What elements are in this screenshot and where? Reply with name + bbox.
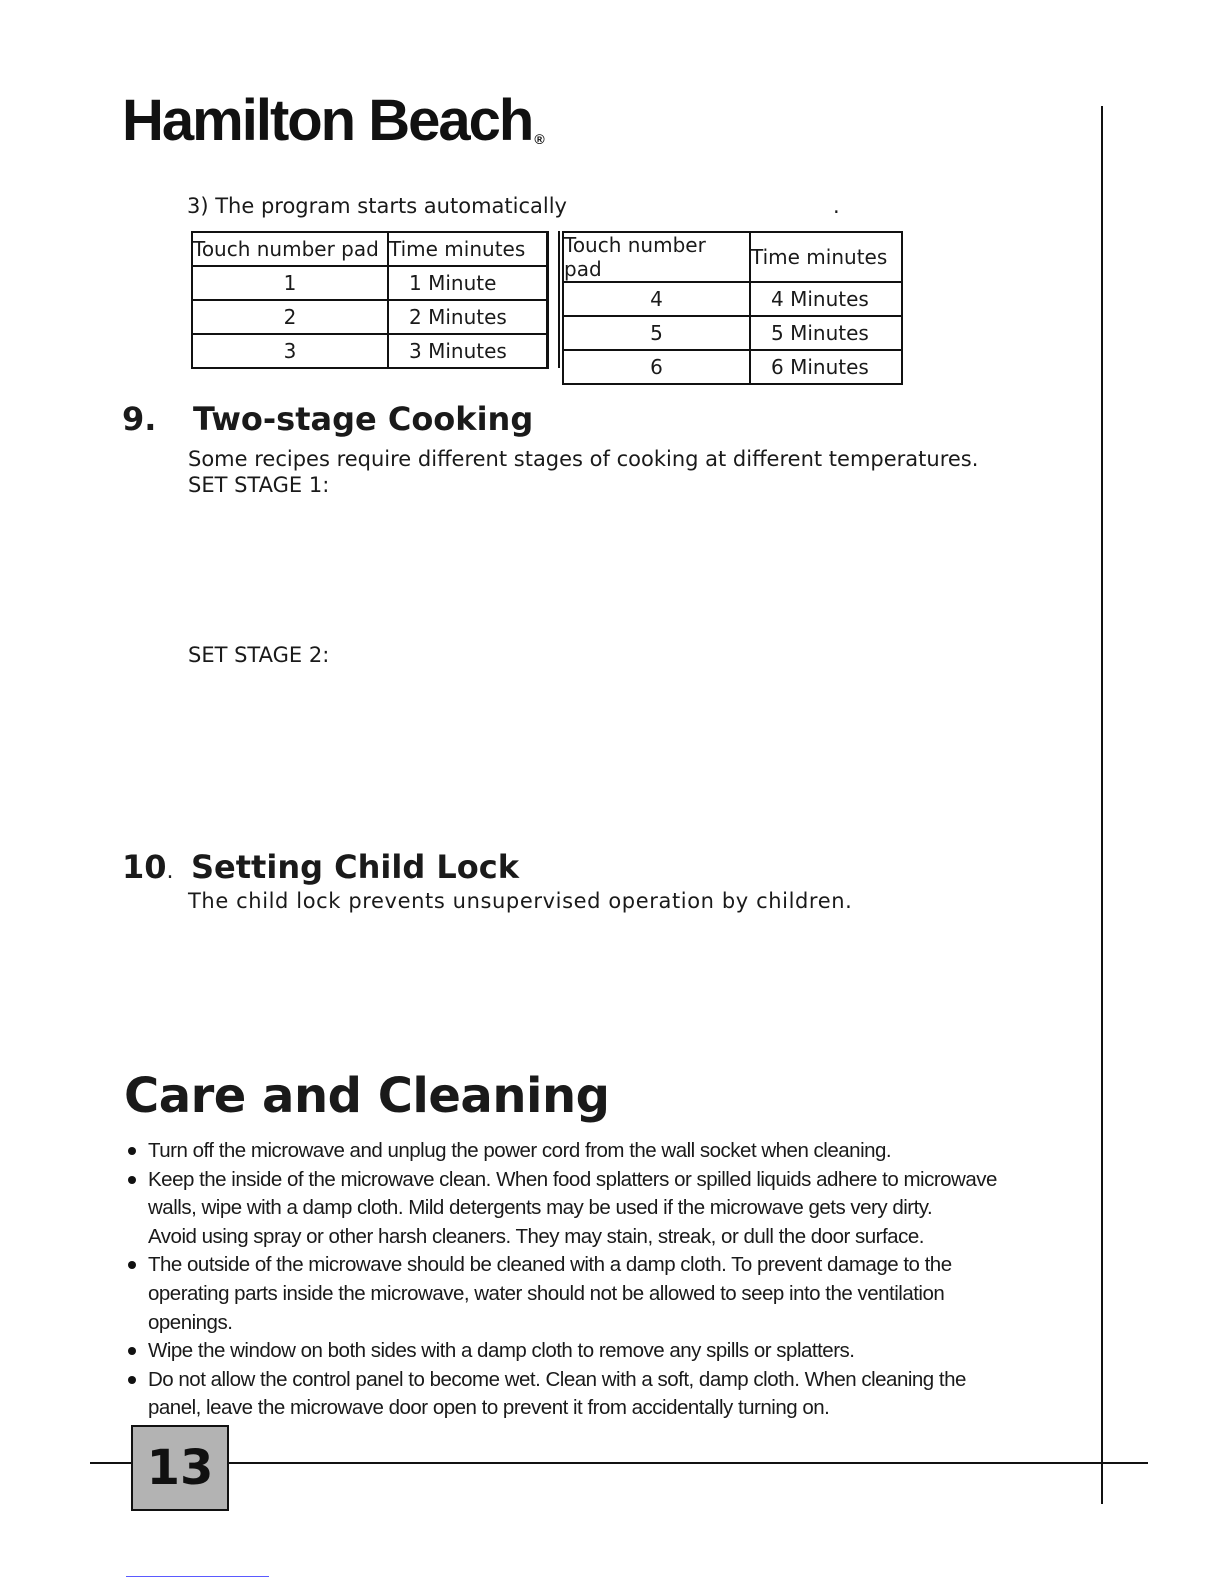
section-10-title: Setting Child Lock	[191, 848, 520, 886]
bullet-line: Turn off the microwave and unplug the power cord from the wall socket when cleaning.	[148, 1139, 892, 1162]
pad-cell: 6	[563, 350, 750, 384]
page-vertical-rule	[1101, 106, 1103, 1504]
time-cell: 4 Minutes	[750, 282, 902, 316]
care-cleaning-title: Care and Cleaning	[124, 1068, 610, 1124]
bullet-icon	[128, 1347, 136, 1355]
bullet-icon	[128, 1261, 136, 1269]
list-item	[128, 1366, 1078, 1423]
bullet-line: operating parts inside the microwave, water should not be allowed to seep into the ventilation	[148, 1281, 945, 1305]
time-cell: 6 Minutes	[750, 350, 902, 384]
table-row	[192, 300, 548, 334]
time-cell: 3 Minutes	[388, 334, 548, 368]
bullet-line: The outside of the microwave should be cleaned with a damp cloth. To prevent damage to the	[148, 1253, 952, 1277]
list-item	[128, 1337, 1078, 1366]
pad-cell: 4	[563, 282, 750, 316]
section-9-number: 9.	[122, 400, 157, 438]
section-10-number	[122, 848, 174, 886]
table-row	[192, 266, 548, 300]
table-header-time: Time minutes	[388, 232, 548, 266]
registered-mark: ®	[534, 131, 545, 147]
bullet-line: Wipe the window on both sides with a damp cloth to remove any spills or splatters.	[148, 1339, 855, 1363]
section-9-description: Some recipes require different stages of cooking at different temperatures.	[188, 447, 979, 471]
brand-name: Hamilton Beach	[122, 88, 533, 153]
table-gap-column	[546, 231, 560, 368]
footer-link-underline	[126, 1576, 269, 1577]
table-header-time: Time minutes	[750, 232, 902, 282]
program-start-dot: .	[833, 194, 840, 218]
table-row	[192, 334, 548, 368]
section-10-number-dot: .	[166, 859, 174, 884]
section-10-number-digits: 10	[122, 848, 167, 886]
time-cell: 5 Minutes	[750, 316, 902, 350]
bullet-line: openings.	[148, 1310, 233, 1334]
bullet-line: Do not allow the control panel to become wet. Clean with a soft, damp cloth. When cleaning the	[148, 1367, 966, 1391]
table-row	[563, 316, 902, 350]
section-10-description: The child lock prevents unsupervised operation by children.	[188, 889, 853, 913]
bullet-icon	[128, 1147, 136, 1155]
program-start-note: 3) The program starts automatically	[187, 194, 567, 218]
bullet-line: Keep the inside of the microwave clean. When food splatters or spilled liquids adhere to microwave	[148, 1167, 997, 1191]
time-cell: 1 Minute	[388, 266, 548, 300]
bullet-icon	[128, 1376, 136, 1384]
bullet-line: walls, wipe with a damp cloth. Mild detergents may be used if the microwave gets very dirty.	[148, 1196, 933, 1220]
stage-2-label: SET STAGE 2:	[188, 643, 330, 667]
list-item	[128, 1251, 1078, 1337]
table-row	[563, 282, 902, 316]
section-9-title: Two-stage Cooking	[193, 400, 534, 438]
table-header-pad: Touch number pad	[563, 232, 750, 282]
pad-cell: 1	[192, 266, 388, 300]
list-item	[128, 1166, 1078, 1252]
brand-logo	[122, 88, 545, 153]
table-row	[563, 350, 902, 384]
care-bullet-list	[128, 1137, 1078, 1423]
pad-cell: 3	[192, 334, 388, 368]
bullet-line: Avoid using spray or other harsh cleaners. They may stain, streak, or dull the door surface.	[148, 1224, 924, 1248]
pad-cell: 5	[563, 316, 750, 350]
bullet-line: panel, leave the microwave door open to prevent it from accidentally turning on.	[148, 1396, 830, 1420]
stage-1-label: SET STAGE 1:	[188, 473, 330, 497]
page-footer-rule	[90, 1462, 1148, 1464]
time-table-right	[562, 231, 903, 385]
bullet-icon	[128, 1176, 136, 1184]
time-table-left	[191, 231, 549, 369]
list-item	[128, 1137, 1078, 1166]
page-number: 13	[131, 1425, 229, 1511]
time-cell: 2 Minutes	[388, 300, 548, 334]
table-header-pad: Touch number pad	[192, 232, 388, 266]
pad-cell: 2	[192, 300, 388, 334]
